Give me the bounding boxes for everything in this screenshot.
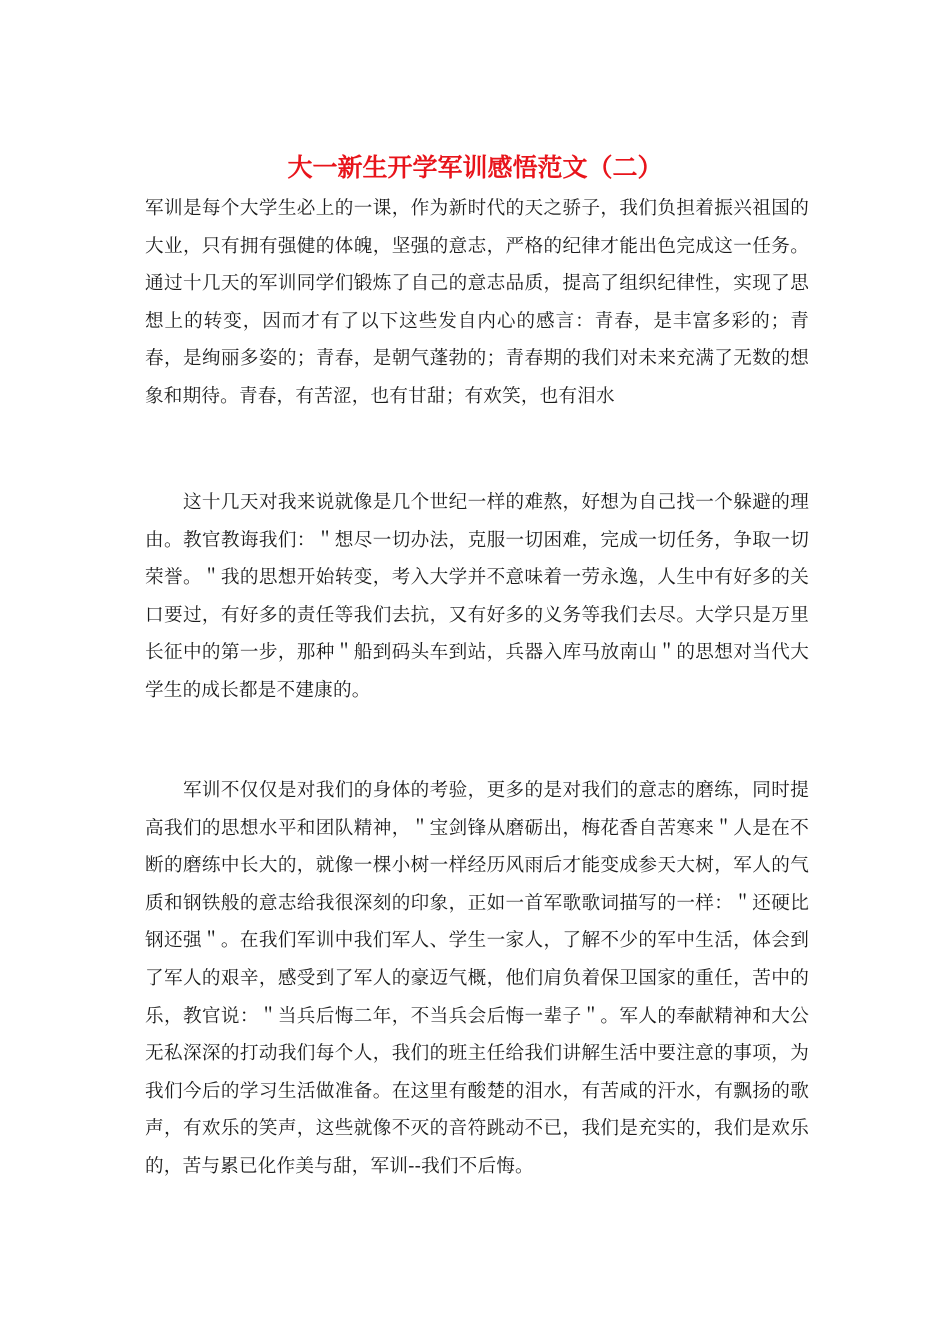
paragraph-third: 军训不仅仅是对我们的身体的考验，更多的是对我们的意志的磨练，同时提高我们的思想水平和团队精神，＂宝剑锋从磨砺出，梅花香自苦寒来＂人是在不断的磨练中长大的，就像一棵小树一样经历风雨后才能变成参天大树，军人的气质和钢铁般的意志给我很深刻的印象，正如一首军歌歌词描写的一样：＂还硬比钢还强＂。在我们军训中我们军人、学生一家人，了解不少的军中生活，体会到了军人的艰辛，感受到了军人的豪迈气概，他们肩负着保卫国家的重任，苦中的乐，教官说：＂当兵后悔二年，不当兵会后悔一辈子＂。军人的奉献精神和大公无私深深的打动我们每个人，我们的班主任给我们讲解生活中要注意的事项，为我们今后的学习生活做准备。在这里有酸楚的泪水，有苦咸的汗水，有飘扬的歌声，有欢乐的笑声，这些就像不灭的音符跳动不已，我们是充实的，我们是欢乐的，苦与累已化作美与甜，军训--我们不后悔。 (145, 780, 809, 1177)
paragraph-second: 这十几天对我来说就像是几个世纪一样的难熬，好想为自己找一个躲避的理由。教官教诲我们：＂想尽一切办法，克服一切困难，完成一切任务，争取一切荣誉。＂我的思想开始转变，考入大学并不意味着一劳永逸，人生中有好多的关口要过，有好多的责任等我们去抗，又有好多的义务等我们去尽。大学只是万里长征中的第一步，那种＂船到码头车到站，兵器入库马放南山＂的思想对当代大学生的成长都是不建康的。 (145, 492, 809, 701)
document-title: 大一新生开学军训感悟范文（二） (287, 153, 663, 182)
paragraph-intro: 军训是每个大学生必上的一课，作为新时代的天之骄子，我们负担着振兴祖国的大业，只有拥有强健的体魄，坚强的意志，严格的纪律才能出色完成这一任务。通过十几天的军训同学们锻炼了自己的意志品质，提高了组织纪律性，实现了思想上的转变，因而才有了以下这些发自内心的感言：青春，是丰富多彩的；青春，是绚丽多姿的；青春，是朝气蓬勃的；青春期的我们对未来充满了无数的想象和期待。青春，有苦涩，也有甘甜；有欢笑，也有泪水 (145, 198, 809, 407)
